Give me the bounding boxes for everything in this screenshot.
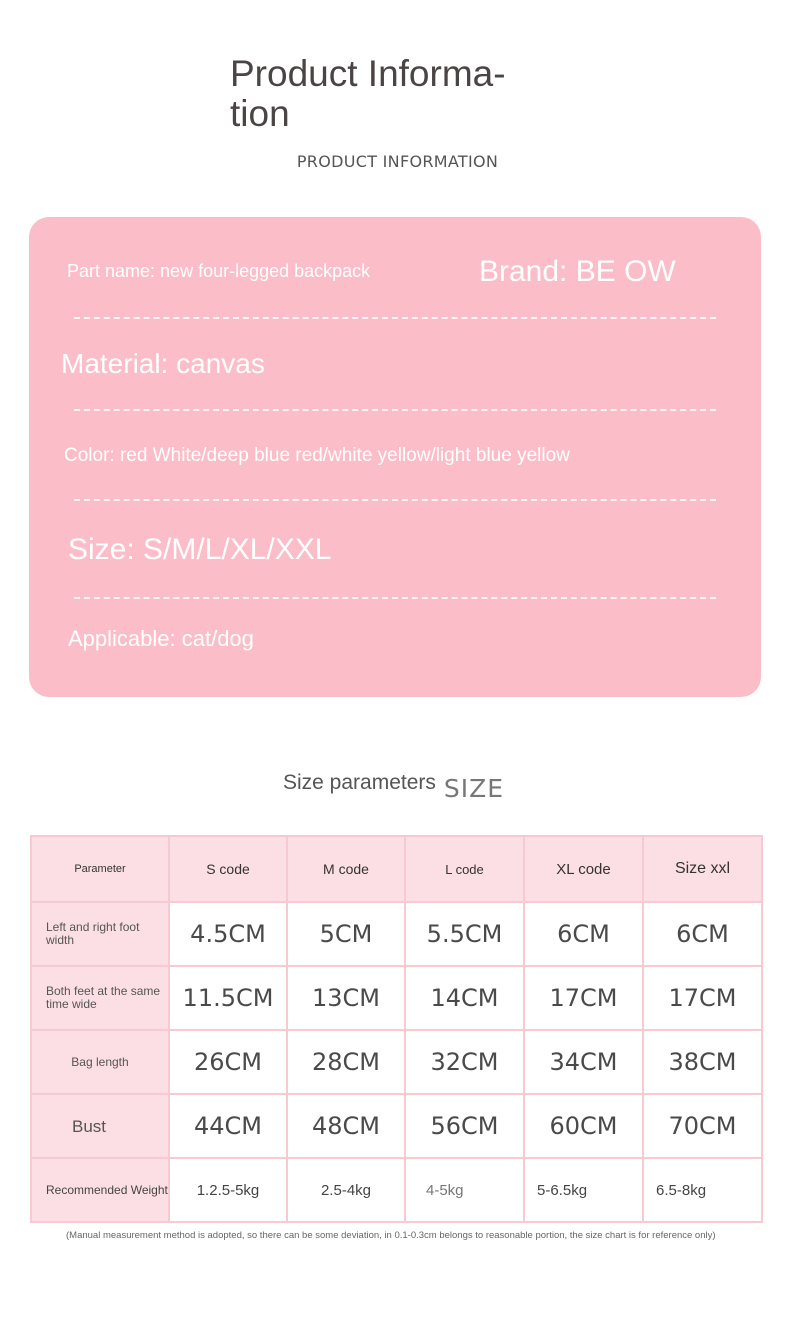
table-cell: 4-5kg	[405, 1158, 524, 1222]
table-cell: 1.2.5-5kg	[169, 1158, 287, 1222]
row-label: Left and right foot width	[31, 902, 169, 966]
dashed-divider	[74, 597, 716, 599]
size-heading-big: SIZE	[443, 774, 505, 803]
header-cell-xxl: Size xxl	[643, 836, 762, 902]
size-text: Size: S/M/L/XL/XXL	[68, 533, 332, 566]
size-section-heading	[283, 766, 505, 803]
table-cell: 5.5CM	[405, 902, 524, 966]
page-title	[230, 54, 540, 134]
table-cell: 48CM	[287, 1094, 405, 1158]
table-cell: 38CM	[643, 1030, 762, 1094]
table-cell: 28CM	[287, 1030, 405, 1094]
page-subtitle: PRODUCT INFORMATION	[296, 152, 499, 171]
table-cell: 44CM	[169, 1094, 287, 1158]
header-cell-xl: XL code	[524, 836, 643, 902]
part-name-text: Part name: new four-legged backpack	[67, 261, 371, 281]
table-cell: 60CM	[524, 1094, 643, 1158]
table-row	[31, 966, 762, 1030]
table-row	[31, 1094, 762, 1158]
table-cell: 32CM	[405, 1030, 524, 1094]
page-title-line-1: Product Informa-	[230, 53, 506, 94]
dashed-divider	[74, 317, 716, 319]
table-cell: 6CM	[524, 902, 643, 966]
dashed-divider	[74, 409, 716, 411]
size-table	[30, 835, 763, 1223]
table-cell: 34CM	[524, 1030, 643, 1094]
header-cell-m: M code	[287, 836, 405, 902]
table-row	[31, 1030, 762, 1094]
table-row	[31, 1158, 762, 1222]
table-cell: 6.5-8kg	[643, 1158, 762, 1222]
table-cell: 13CM	[287, 966, 405, 1030]
table-cell: 17CM	[524, 966, 643, 1030]
table-cell: 26CM	[169, 1030, 287, 1094]
header-cell-s: S code	[169, 836, 287, 902]
row-label: Bag length	[31, 1030, 169, 1094]
table-cell: 17CM	[643, 966, 762, 1030]
size-table-header-row	[31, 836, 762, 902]
table-cell: 6CM	[643, 902, 762, 966]
table-cell: 11.5CM	[169, 966, 287, 1030]
header-cell-parameter: Parameter	[31, 836, 169, 902]
page-title-line-2: tion	[230, 93, 290, 134]
color-text: Color: red White/deep blue red/white yellow/light blue yellow	[64, 445, 570, 466]
applicable-text: Applicable: cat/dog	[68, 626, 254, 651]
size-heading-text: Size parameters	[283, 771, 436, 794]
table-cell: 14CM	[405, 966, 524, 1030]
material-text: Material: canvas	[61, 348, 265, 379]
table-row	[31, 902, 762, 966]
row-label: Both feet at the same time wide	[31, 966, 169, 1030]
header-cell-l: L code	[405, 836, 524, 902]
row-label: Recommended Weight	[31, 1158, 169, 1222]
dashed-divider	[74, 499, 716, 501]
row-label: Bust	[31, 1094, 169, 1158]
table-cell: 4.5CM	[169, 902, 287, 966]
table-cell: 5CM	[287, 902, 405, 966]
brand-text: Brand: BE OW	[479, 255, 676, 288]
table-cell: 2.5-4kg	[287, 1158, 405, 1222]
table-cell: 5-6.5kg	[524, 1158, 643, 1222]
table-cell: 56CM	[405, 1094, 524, 1158]
product-info-card	[29, 217, 761, 697]
table-cell: 70CM	[643, 1094, 762, 1158]
measurement-note: (Manual measurement method is adopted, so there can be some deviation, in 0.1-0.3cm belongs to reasonable portion, the size chart is for reference only)	[66, 1230, 716, 1241]
